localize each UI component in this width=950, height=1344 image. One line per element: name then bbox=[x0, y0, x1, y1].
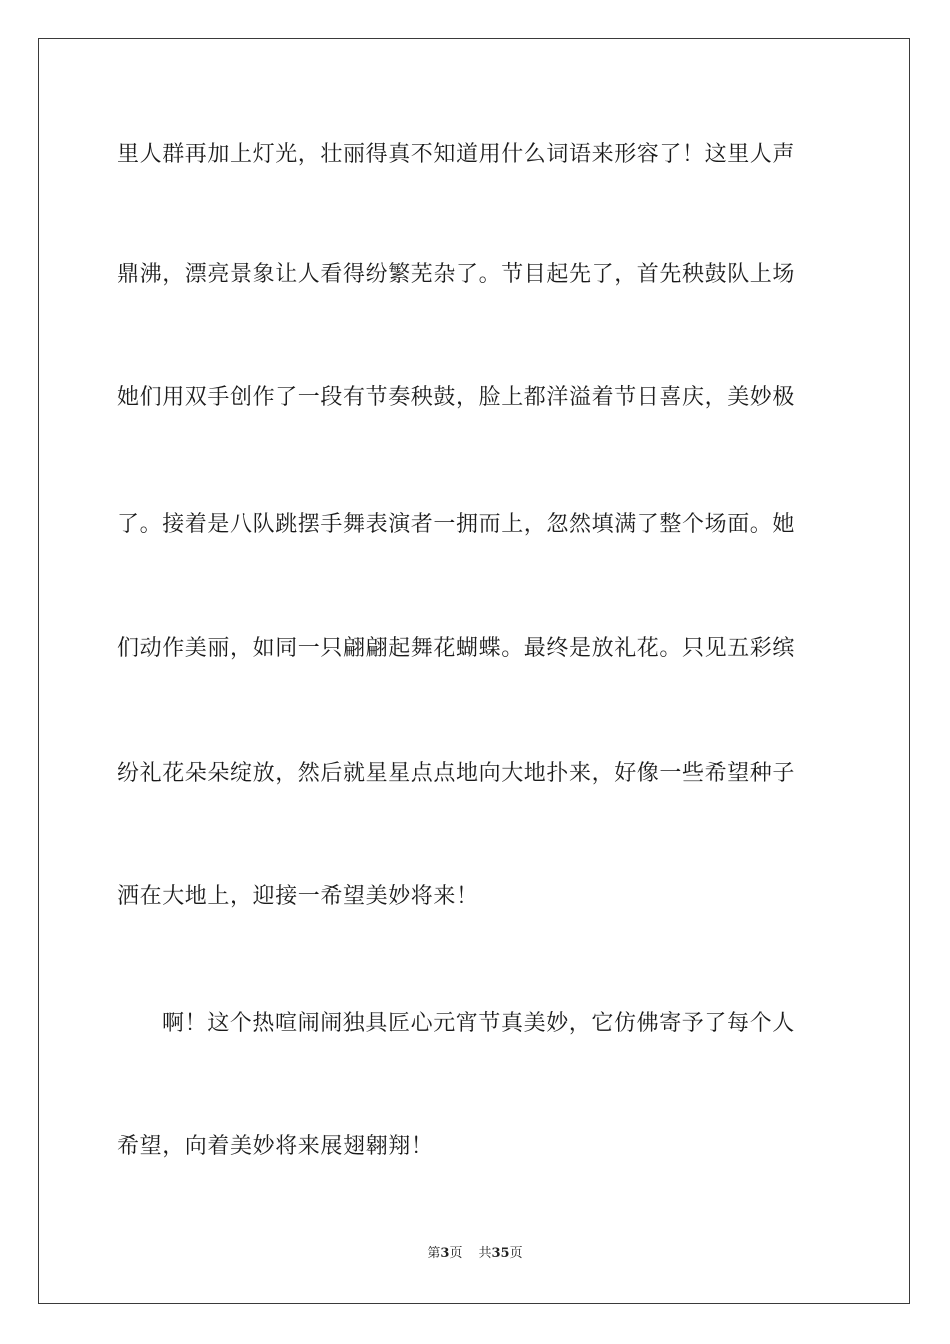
footer-page-suffix: 页 bbox=[449, 1246, 463, 1261]
footer-total-suffix: 页 bbox=[509, 1246, 523, 1261]
footer-prefix: 第 bbox=[427, 1246, 441, 1261]
page-border bbox=[38, 38, 910, 1304]
footer-page-number: 3 bbox=[440, 1246, 450, 1261]
footer-total-pages: 35 bbox=[491, 1246, 510, 1261]
footer-total-prefix: 共 bbox=[478, 1246, 492, 1261]
text-line-7: 洒在大地上，迎接一希望美妙将来！ bbox=[117, 884, 479, 909]
text-line-4: 了。接着是八队跳摆手舞表演者一拥而上，忽然填满了整个场面。她 bbox=[117, 512, 796, 537]
text-line-3: 她们用双手创作了一段有节奏秧鼓，脸上都洋溢着节日喜庆，美妙极 bbox=[117, 385, 796, 410]
text-line-6: 纷礼花朵朵绽放，然后就星星点点地向大地扑来，好像一些希望种子 bbox=[117, 761, 796, 786]
page-footer bbox=[0, 1245, 950, 1263]
text-line-9: 希望，向着美妙将来展翅翱翔！ bbox=[117, 1134, 434, 1159]
text-line-5: 们动作美丽，如同一只翩翩起舞花蝴蝶。最终是放礼花。只见五彩缤 bbox=[117, 636, 796, 661]
text-line-2: 鼎沸，漂亮景象让人看得纷繁芜杂了。节目起先了，首先秧鼓队上场 bbox=[117, 262, 796, 287]
text-line-8: 啊！这个热喧闹闹独具匠心元宵节真美妙，它仿佛寄予了每个人 bbox=[162, 1011, 795, 1036]
text-line-1: 里人群再加上灯光，壮丽得真不知道用什么词语来形容了！这里人声 bbox=[117, 142, 796, 167]
